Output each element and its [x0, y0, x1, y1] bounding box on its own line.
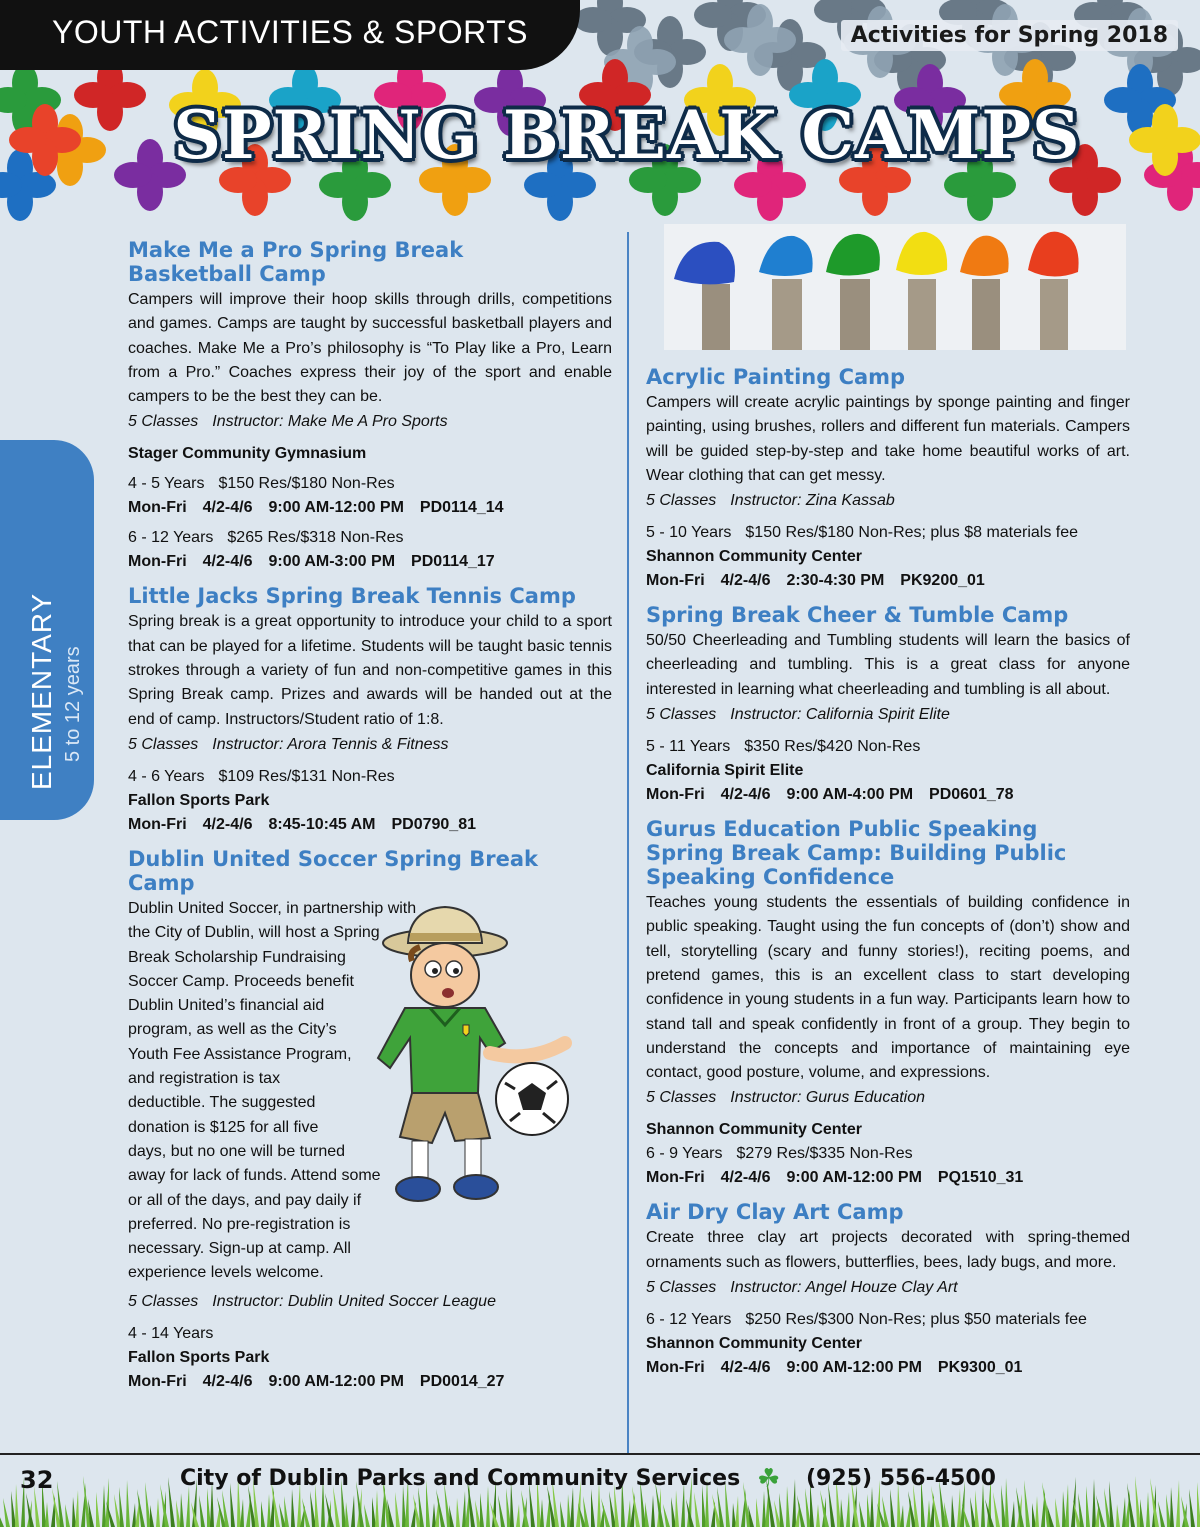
price: $150 Res/$180 Non-Res; plus $8 materials fee [745, 524, 1079, 542]
dates: 4/2-4/6 [720, 786, 771, 804]
description-line: Soccer Camp. Proceeds benefit [128, 972, 354, 990]
organization-name: City of Dublin Parks and Community Services [180, 1466, 741, 1491]
dates: 4/2-4/6 [202, 499, 253, 517]
days: Mon-Fri [646, 1359, 705, 1377]
price: $265 Res/$318 Non-Res [227, 529, 404, 547]
camp-description: 50/50 Cheerleading and Tumbling students will learn the basics of cheerleading and tumbling. This is a great class for anyone interested in learning what cheerleading and tumbling is all about. [646, 632, 1130, 698]
course-code: PK9300_01 [937, 1359, 1023, 1377]
age-price [646, 521, 1130, 545]
time: 8:45-10:45 AM [268, 815, 376, 833]
title-line: Spring Break Camp: Building Public [646, 841, 1067, 866]
description-line: Dublin United Soccer, in partnership with [128, 899, 417, 917]
acrylic-camp-title: Acrylic Painting Camp [646, 365, 906, 389]
description-line: Dublin United’s financial aid [128, 997, 325, 1015]
time: 9:00 AM-12:00 PM [268, 1372, 404, 1390]
price: $150 Res/$180 Non-Res [218, 475, 395, 493]
class-count: 5 Classes [128, 735, 199, 753]
course-code: PD0114_14 [419, 499, 504, 517]
age-price [646, 735, 1130, 759]
dates: 4/2-4/6 [202, 553, 253, 571]
days: Mon-Fri [646, 572, 705, 590]
age-range: 4 - 5 Years [128, 475, 205, 493]
camp-location: Fallon Sports Park [128, 791, 270, 809]
soccer-player-illustration [350, 903, 612, 1233]
title-line: Gurus Education Public Speaking [646, 817, 1038, 842]
camp-location: Fallon Sports Park [128, 1348, 270, 1366]
instructor: Instructor: Make Me A Pro Sports [212, 413, 448, 431]
camp-description: Campers will improve their hoop skills through drills, competitions and games. Camps are taught by successful basketball players and coaches. Make Me a Pro’s philosophy is “To Play like a Pro, Learn from a Pro.” Coaches express their joy of the sport and enable campers to be the best they can be. [128, 291, 612, 406]
phone-number: (925) 556-4500 [806, 1466, 996, 1491]
page-number: 32 [20, 1466, 54, 1494]
public-speaking-camp-listing [646, 817, 1130, 1190]
description-line: the City of Dublin, will host a Spring [128, 924, 380, 942]
column-divider [627, 232, 629, 1454]
age-range: 6 - 12 Years [128, 529, 214, 547]
clay-camp-listing [646, 1200, 1130, 1380]
age-range: 5 - 11 Years [646, 738, 731, 756]
price: $250 Res/$300 Non-Res; plus $50 materials fee [745, 1311, 1087, 1329]
price: $350 Res/$420 Non-Res [744, 738, 921, 756]
basketball-camp-title [128, 238, 612, 286]
camp-location: California Spirit Elite [646, 762, 804, 780]
camp-location: Stager Community Gymnasium [128, 445, 367, 463]
days: Mon-Fri [646, 1169, 705, 1187]
basketball-camp-listing [128, 238, 612, 574]
instructor: Instructor: Angel Houze Clay Art [730, 1279, 958, 1297]
cheer-camp-title: Spring Break Cheer & Tumble Camp [646, 603, 1069, 628]
description-line: program, as well as the City’s [128, 1021, 337, 1039]
camp-location: Shannon Community Center [646, 1121, 863, 1139]
camp-description: Teaches young students the essentials of building confidence in public speaking. Taught using the fun concepts of (don’t) show and tell, storytelling (scary and funny stories!), reciting poems, and pretend games, this is an excellent class to start developing confidence in young students in a fun way. Participants learn how to stand tall and speak confidently in front of a group. They begin to understand the concepts and importance of maintaining eye contact, good posture, volume, and expressions. [646, 894, 1130, 1082]
session-schedule [128, 550, 612, 574]
tennis-camp-title: Little Jacks Spring Break Tennis Camp [128, 584, 576, 609]
description-line: preferred. No pre-registration is [128, 1215, 351, 1233]
dates: 4/2-4/6 [202, 815, 253, 833]
class-meta [646, 1085, 1130, 1110]
class-meta [128, 1289, 612, 1314]
instructor: Instructor: Arora Tennis & Fitness [212, 735, 449, 753]
time: 9:00 AM-12:00 PM [786, 1169, 922, 1187]
description-line: Break Scholarship Fundraising [128, 948, 346, 966]
time: 9:00 AM-12:00 PM [268, 499, 404, 517]
description-line: necessary. Sign-up at camp. All [128, 1240, 351, 1258]
instructor: Instructor: Gurus Education [730, 1089, 926, 1107]
description-line: away for lack of funds. Attend some [128, 1167, 381, 1185]
course-code: PK9200_01 [900, 572, 985, 590]
public-speaking-camp-title [646, 817, 1130, 889]
description-line: deductible. The suggested [128, 1094, 316, 1112]
session-schedule [646, 783, 1130, 807]
class-meta [646, 1275, 1130, 1300]
course-code: PD0114_17 [411, 553, 495, 571]
camp-description: Spring break is a great opportunity to introduce your child to a sport that can be played for a lifetime. Students will be taught basic tennis strokes through a variety of fun and non-competitive games in this Spring Break camp. Prizes and awards will be handed out at the end of camp. Instructors/Student ratio of 1:8. [128, 613, 612, 728]
session-schedule [128, 496, 612, 520]
price: $109 Res/$131 Non-Res [218, 767, 395, 785]
class-count: 5 Classes [646, 492, 717, 510]
title-line: Make Me a Pro Spring Break [128, 238, 464, 262]
age-range: 5 - 10 Years [646, 524, 732, 542]
age-price [646, 1142, 1130, 1166]
session-schedule [646, 1166, 1130, 1190]
title-line: Dublin United Soccer Spring Break [128, 846, 539, 871]
soccer-camp-listing [128, 847, 612, 1394]
course-code: PD0601_78 [929, 786, 1014, 804]
course-code: PD0014_27 [419, 1372, 505, 1390]
course-code: PQ1510_31 [937, 1169, 1024, 1187]
section-tab [0, 0, 580, 70]
days: Mon-Fri [128, 1372, 187, 1390]
age-range: 6 - 12 Years [646, 1311, 732, 1329]
class-meta [646, 702, 1130, 727]
class-meta [646, 488, 1130, 513]
dates: 4/2-4/6 [720, 1359, 771, 1377]
page-title: SPRING BREAK CAMPS [173, 96, 1081, 174]
age-range: 4 - 14 Years [128, 1324, 214, 1342]
tennis-camp-listing [128, 584, 612, 836]
camp-location: Shannon Community Center [646, 548, 863, 566]
dates: 4/2-4/6 [202, 1372, 253, 1390]
dates: 4/2-4/6 [720, 1169, 771, 1187]
time: 2:30-4:30 PM [786, 572, 885, 590]
description-line: and registration is tax [128, 1070, 281, 1088]
instructor: Instructor: Dublin United Soccer League [212, 1292, 496, 1310]
class-count: 5 Classes [646, 1279, 717, 1297]
shamrock-icon: ☘ [757, 1463, 781, 1493]
acrylic-camp-listing [646, 365, 1130, 593]
age-price [128, 765, 612, 789]
class-count: 5 Classes [646, 706, 717, 724]
class-count: 5 Classes [128, 413, 199, 431]
instructor: Instructor: California Spirit Elite [730, 706, 950, 724]
description-line: Youth Fee Assistance Program, [128, 1045, 352, 1063]
session-schedule [128, 813, 612, 837]
days: Mon-Fri [646, 786, 705, 804]
footer [0, 1455, 1200, 1527]
section-label: YOUTH ACTIVITIES & SPORTS [52, 14, 528, 50]
side-tab-sublabel: 5 to 12 years [62, 646, 84, 762]
session-schedule [128, 1370, 612, 1394]
description-line: or all of the days, and pay daily if [128, 1191, 362, 1209]
description-line: days, but no one will be turned [128, 1142, 346, 1160]
price: $279 Res/$335 Non-Res [736, 1145, 913, 1163]
description-line: donation is $125 for all five [128, 1118, 319, 1136]
camp-location: Shannon Community Center [646, 1335, 863, 1353]
cheer-camp-listing [646, 603, 1130, 807]
time: 9:00 AM-3:00 PM [268, 553, 396, 571]
days: Mon-Fri [128, 815, 187, 833]
elementary-side-tab [0, 440, 94, 820]
time: 9:00 AM-12:00 PM [786, 1359, 922, 1377]
title-line: Speaking Confidence [646, 865, 895, 890]
session-schedule [646, 569, 1130, 593]
paint-brushes-image [664, 224, 1126, 350]
class-count: 5 Classes [128, 1292, 199, 1310]
days: Mon-Fri [128, 499, 187, 517]
soccer-camp-title [128, 847, 612, 895]
session-schedule [646, 1356, 1130, 1380]
title-line: Basketball Camp [128, 262, 326, 286]
right-column [646, 228, 1130, 1380]
time: 9:00 AM-4:00 PM [786, 786, 914, 804]
camp-description: Campers will create acrylic paintings by sponge painting and finger painting, using brushes, rollers and different fun materials. Campers will be guided step-by-step and take home beautiful works of art. Wear clothing that can get messy. [646, 394, 1130, 484]
age-price [646, 1308, 1130, 1332]
camp-description: Create three clay art projects decorated with spring-themed ornaments such as flowers, butterflies, bees, lady bugs, and more. [646, 1229, 1130, 1271]
age-range: 6 - 9 Years [646, 1145, 723, 1163]
instructor: Instructor: Zina Kassab [730, 492, 895, 510]
age-range: 4 - 6 Years [128, 767, 205, 785]
description-line: experience levels welcome. [128, 1264, 324, 1282]
class-meta [128, 409, 612, 434]
title-line: Camp [128, 870, 195, 895]
age-price [128, 472, 612, 496]
dates: 4/2-4/6 [720, 572, 771, 590]
course-code: PD0790_81 [391, 815, 476, 833]
season-label: Activities for Spring 2018 [841, 20, 1178, 51]
soccer-description-with-image [128, 897, 612, 1289]
side-tab-label: ELEMENTARY [26, 592, 57, 790]
class-meta [128, 732, 612, 757]
days: Mon-Fri [128, 553, 187, 571]
age-price [128, 526, 612, 550]
header-banner [0, 0, 1200, 225]
class-count: 5 Classes [646, 1089, 717, 1107]
left-column [128, 228, 612, 1394]
clay-camp-title: Air Dry Clay Art Camp [646, 1200, 904, 1225]
